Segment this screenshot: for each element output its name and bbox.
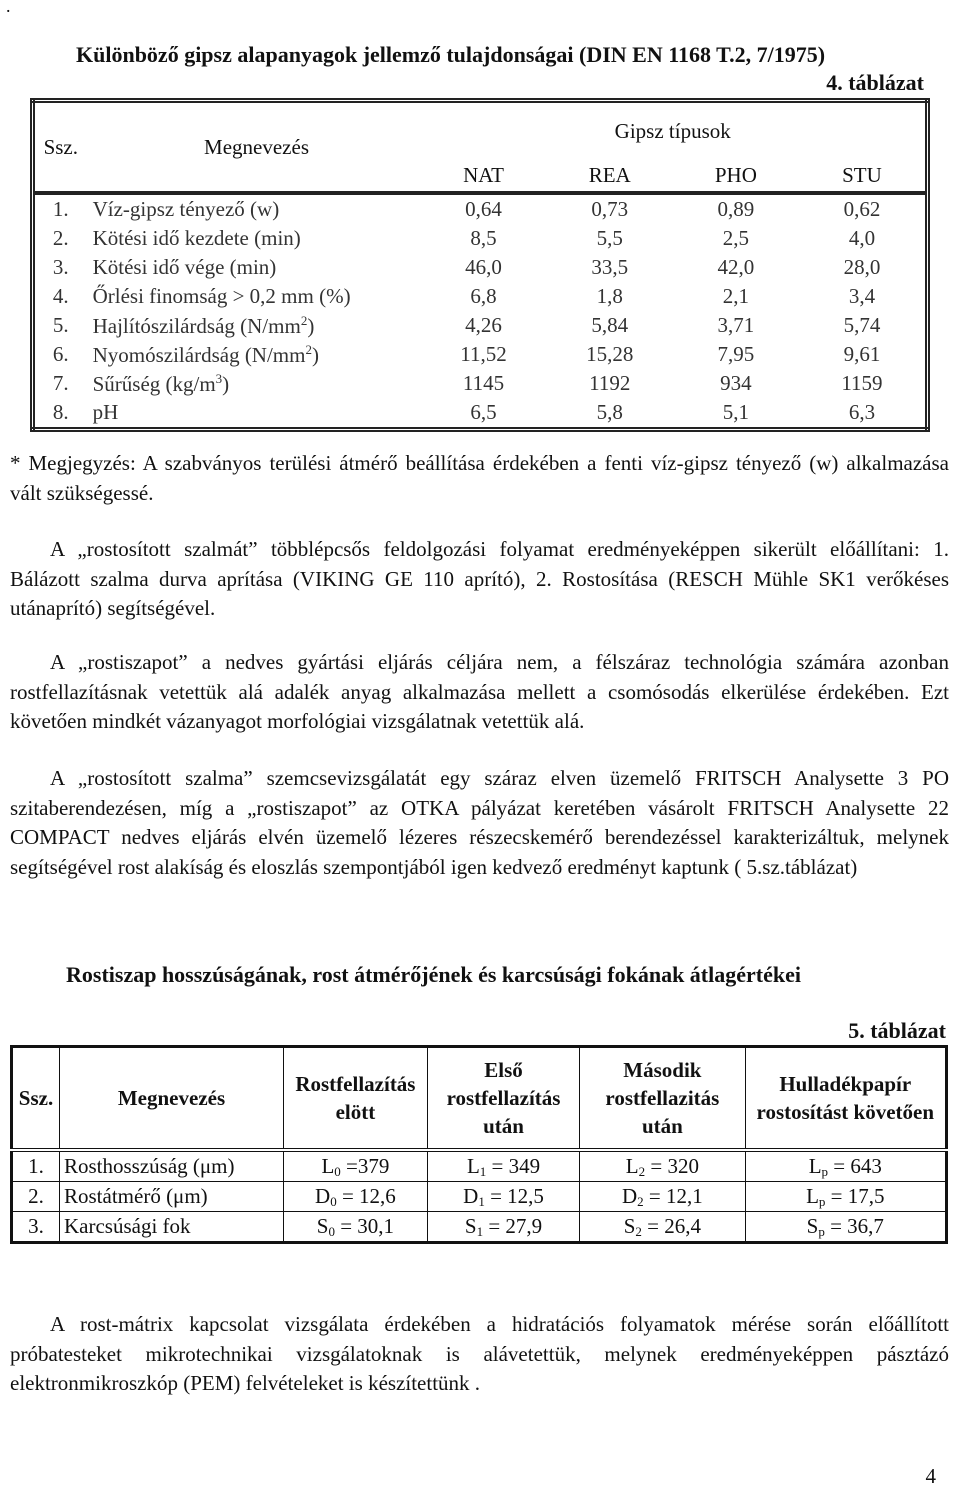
table4-row — [33, 340, 928, 369]
value-symbol: S — [806, 1213, 819, 1238]
value-symbol: S — [316, 1213, 329, 1238]
table4-row-number: 6. — [52, 342, 69, 366]
table5-row-number: 3. — [12, 1212, 60, 1243]
value-text: = 27,9 — [483, 1213, 543, 1238]
corner-dot: . — [6, 0, 11, 16]
table4-value: 28,0 — [843, 255, 881, 279]
table4-value: 11,52 — [460, 342, 507, 366]
label-superscript: 3 — [215, 370, 223, 386]
table4-value: 1192 — [589, 371, 631, 395]
value-symbol: D — [315, 1183, 331, 1208]
table4-value: 6,5 — [470, 400, 497, 424]
table4-row-label — [87, 311, 421, 340]
table5-header: Ssz. — [12, 1047, 60, 1151]
value-symbol: L — [808, 1153, 822, 1178]
table4-row-number: 4. — [52, 284, 69, 308]
value-text: = 12,1 — [643, 1183, 703, 1208]
table4-value: 4,26 — [465, 313, 502, 337]
label-text: ) — [311, 342, 319, 367]
table5-body — [12, 1150, 947, 1243]
label-text: Sűrűség (kg/m — [92, 371, 216, 396]
table4-row-number: 7. — [52, 371, 69, 395]
table5-header: Második rostfellazitás után — [580, 1047, 745, 1151]
table4-value: 8,5 — [470, 226, 497, 250]
paragraph-text: A „rostosított szalmát” többlépcsős feldolgozási folyamat eredményeképpen sikerült előállítani: 1. Bálázott szalma durva aprítása (VIKING GE 110 aprító), 2. Rostosítása (RESCH Mühle SK1 verőkéses utánaprító) segítségével. — [10, 537, 949, 620]
table5-row-number: 2. — [12, 1182, 60, 1212]
label-text: ) — [307, 313, 315, 338]
value-symbol: S — [464, 1213, 477, 1238]
table4-row-label: pH — [92, 400, 119, 424]
table5-value — [745, 1182, 946, 1212]
table4-row-label: Víz-gipsz tényező (w) — [92, 197, 280, 221]
table5-row-number: 1. — [12, 1150, 60, 1182]
table5-value — [284, 1182, 428, 1212]
table4-value: 5,74 — [843, 313, 881, 337]
value-subscript: p — [818, 1193, 826, 1209]
table4-body — [33, 193, 928, 430]
paragraph — [10, 1310, 949, 1399]
table4-value: 7,95 — [717, 342, 755, 366]
value-subscript: 1 — [478, 1193, 485, 1209]
label-superscript: 2 — [305, 341, 312, 357]
label-text: Hajlítószilárdság (N/mm — [92, 313, 301, 338]
table5-value — [427, 1212, 579, 1243]
table4-row-label: Kötési idő kezdete (min) — [92, 226, 301, 250]
table4-value: 1145 — [462, 371, 505, 395]
table4-row — [33, 193, 928, 224]
value-subscript: 2 — [635, 1223, 642, 1239]
table5-value — [284, 1150, 428, 1182]
paragraph — [10, 535, 949, 624]
table5-row-label: Rosthosszúság (μm) — [60, 1150, 284, 1182]
value-text: = 12,5 — [484, 1183, 544, 1208]
table4-col-name: Megnevezés — [87, 101, 421, 194]
value-subscript: p — [821, 1163, 829, 1179]
table4-type: PHO — [673, 159, 799, 193]
value-symbol: L — [625, 1153, 639, 1178]
value-symbol: S — [623, 1213, 636, 1238]
value-symbol: L — [466, 1153, 480, 1178]
table4-number: 4. táblázat — [826, 70, 924, 95]
table4-type: STU — [799, 159, 928, 193]
value-symbol: D — [463, 1183, 479, 1208]
table5-value — [580, 1182, 745, 1212]
table5-row — [12, 1182, 947, 1212]
table4-row-number: 8. — [52, 400, 69, 424]
paragraph-text: A rost-mátrix kapcsolat vizsgálata érdekében a hidratációs folyamatok mérése során előállított próbatesteket mikrotechnikai vizsgálatoknak is alávetettük, melynek eredményeképpen pásztázó elektronmikroszkóp (PEM) felvételeket is készítettünk . — [10, 1312, 949, 1395]
table5-header: Megnevezés — [60, 1047, 284, 1151]
table4-value: 2,1 — [722, 284, 749, 308]
table5-row-label: Rostátmérő (μm) — [60, 1182, 284, 1212]
table5-row-label: Karcsúsági fok — [60, 1212, 284, 1243]
table4-value: 15,28 — [586, 342, 634, 366]
table5 — [10, 1045, 948, 1244]
table4-row-label: Őrlési finomság > 0,2 mm (%) — [92, 284, 351, 308]
table4-value: 6,3 — [848, 400, 876, 424]
value-text: = 17,5 — [825, 1183, 885, 1208]
table4-value: 9,61 — [843, 342, 881, 366]
table4-value: 2,5 — [722, 226, 749, 250]
table5-header: Hulladékpapír rostosítást követően — [745, 1047, 946, 1151]
table4-value: 0,62 — [843, 197, 881, 221]
value-text: = 349 — [486, 1153, 541, 1178]
table4-row-number: 5. — [52, 313, 69, 337]
label-text: Nyomószilárdság (N/mm — [92, 342, 306, 367]
table4-value: 42,0 — [717, 255, 755, 279]
value-text: = 30,1 — [334, 1213, 395, 1238]
value-subscript: 1 — [476, 1223, 484, 1239]
value-symbol: D — [622, 1183, 638, 1208]
table4-value: 3,4 — [848, 284, 876, 308]
table4-row — [33, 253, 928, 282]
value-text: = 643 — [828, 1153, 882, 1178]
table5-title: Rostiszap hosszúságának, rost átmérőjének és karcsúsági fokának átlagértékei — [66, 962, 801, 987]
table4-value: 3,71 — [717, 313, 755, 337]
table4-value: 5,84 — [591, 313, 629, 337]
table5-value — [745, 1150, 946, 1182]
table4-value: 4,0 — [848, 226, 876, 250]
value-symbol: L — [321, 1153, 335, 1178]
value-text: =379 — [340, 1153, 390, 1178]
table4-row-number: 2. — [52, 226, 69, 250]
table4-row-number: 1. — [52, 197, 69, 221]
label-superscript: 2 — [300, 312, 308, 328]
value-subscript: p — [818, 1223, 825, 1239]
table4-value: 5,1 — [722, 400, 749, 424]
paragraph — [10, 764, 949, 882]
value-subscript: 0 — [328, 1223, 335, 1239]
table5-value — [745, 1212, 946, 1243]
table5-value — [580, 1150, 745, 1182]
table4-row — [33, 282, 928, 311]
table4-value: 1,8 — [596, 284, 623, 308]
value-symbol: L — [806, 1183, 819, 1208]
value-subscript: 0 — [330, 1193, 337, 1209]
table4-row-label: Kötési idő vége (min) — [92, 255, 277, 279]
paragraph-text: A „rostiszapot” a nedves gyártási eljárás céljára nem, a félszáraz technológia számára azonban rostfellazításnak vetettük alá adalék anyag alkalmazása mellett a csomósodás elkerülése érdekében. Ezt követően mindkét vázanyagot morfológiai vizsgálatnak vetettük alá. — [10, 650, 949, 733]
paragraph-text: A „rostosított szalma” szemcsevizsgálatát egy száraz elven üzemelő FRITSCH Analysette 3 PO szitaberendezésen, míg a „rostiszapot” az OTKA pályázat keretében vásárolt FRITSCH Analysette 22 COMPACT nedves eljárás elvén üzemelő lézeres részecskemérő berendezéssel karakterizáltuk, melynek segítségével rost alakíság és eloszlás szempontjából igen kedvező eredményt kaptunk ( 5.sz.táblázat) — [10, 766, 949, 879]
table5-header: Első rostfellazítás után — [427, 1047, 579, 1151]
table4-value: 46,0 — [465, 255, 502, 279]
table4-row-number: 3. — [52, 255, 69, 279]
value-subscript: 2 — [638, 1163, 646, 1179]
table5-value — [427, 1182, 579, 1212]
table4-value: 5,8 — [596, 400, 623, 424]
table4-row — [33, 398, 928, 430]
table4-row — [33, 369, 928, 398]
table4-note: * Megjegyzés: A szabványos terülési átmérő beállítása érdekében a fenti víz-gipsz tényező (w) alkalmazása vált szükségessé. — [10, 451, 949, 505]
table4 — [30, 98, 930, 432]
label-text: ) — [222, 371, 230, 396]
value-text: = 36,7 — [824, 1213, 884, 1238]
table5-value — [284, 1212, 428, 1243]
value-text: = 12,6 — [336, 1183, 396, 1208]
value-subscript: 0 — [334, 1163, 341, 1179]
table5-row — [12, 1150, 947, 1182]
table5-value — [580, 1212, 745, 1243]
paragraph — [10, 648, 949, 737]
table4-group-label: Gipsz típusok — [614, 118, 731, 143]
table4-row-label — [87, 340, 421, 369]
value-subscript: 1 — [479, 1163, 487, 1179]
table5-header: Rostfellazítás elött — [284, 1047, 428, 1151]
table4-row — [33, 224, 928, 253]
table5-row — [12, 1212, 947, 1243]
table5-header-row — [12, 1047, 947, 1151]
table4-value: 1159 — [841, 371, 883, 395]
table5-number: 5. táblázat — [848, 1018, 946, 1043]
table4-row — [33, 311, 928, 340]
table4-value: 33,5 — [591, 255, 629, 279]
table5-value — [427, 1150, 579, 1182]
value-text: = 26,4 — [641, 1213, 702, 1238]
table4-value: 0,73 — [591, 197, 629, 221]
table4-value: 5,5 — [596, 226, 623, 250]
table4-type: NAT — [420, 159, 546, 193]
table4-value: 0,64 — [465, 197, 502, 221]
table4-value: 934 — [720, 371, 752, 395]
value-text: = 320 — [645, 1153, 699, 1178]
table4-header-row — [33, 101, 928, 160]
table4-row-label — [87, 369, 421, 398]
table4-value: 0,89 — [717, 197, 755, 221]
table4-title: Különböző gipsz alapanyagok jellemző tulajdonságai (DIN EN 1168 T.2, 7/1975) — [76, 42, 826, 67]
value-subscript: 2 — [637, 1193, 644, 1209]
table4-col-ssz: Ssz. — [33, 101, 87, 194]
page-number: 4 — [925, 1464, 936, 1488]
table4-type: REA — [547, 159, 673, 193]
table4-value: 6,8 — [470, 284, 497, 308]
